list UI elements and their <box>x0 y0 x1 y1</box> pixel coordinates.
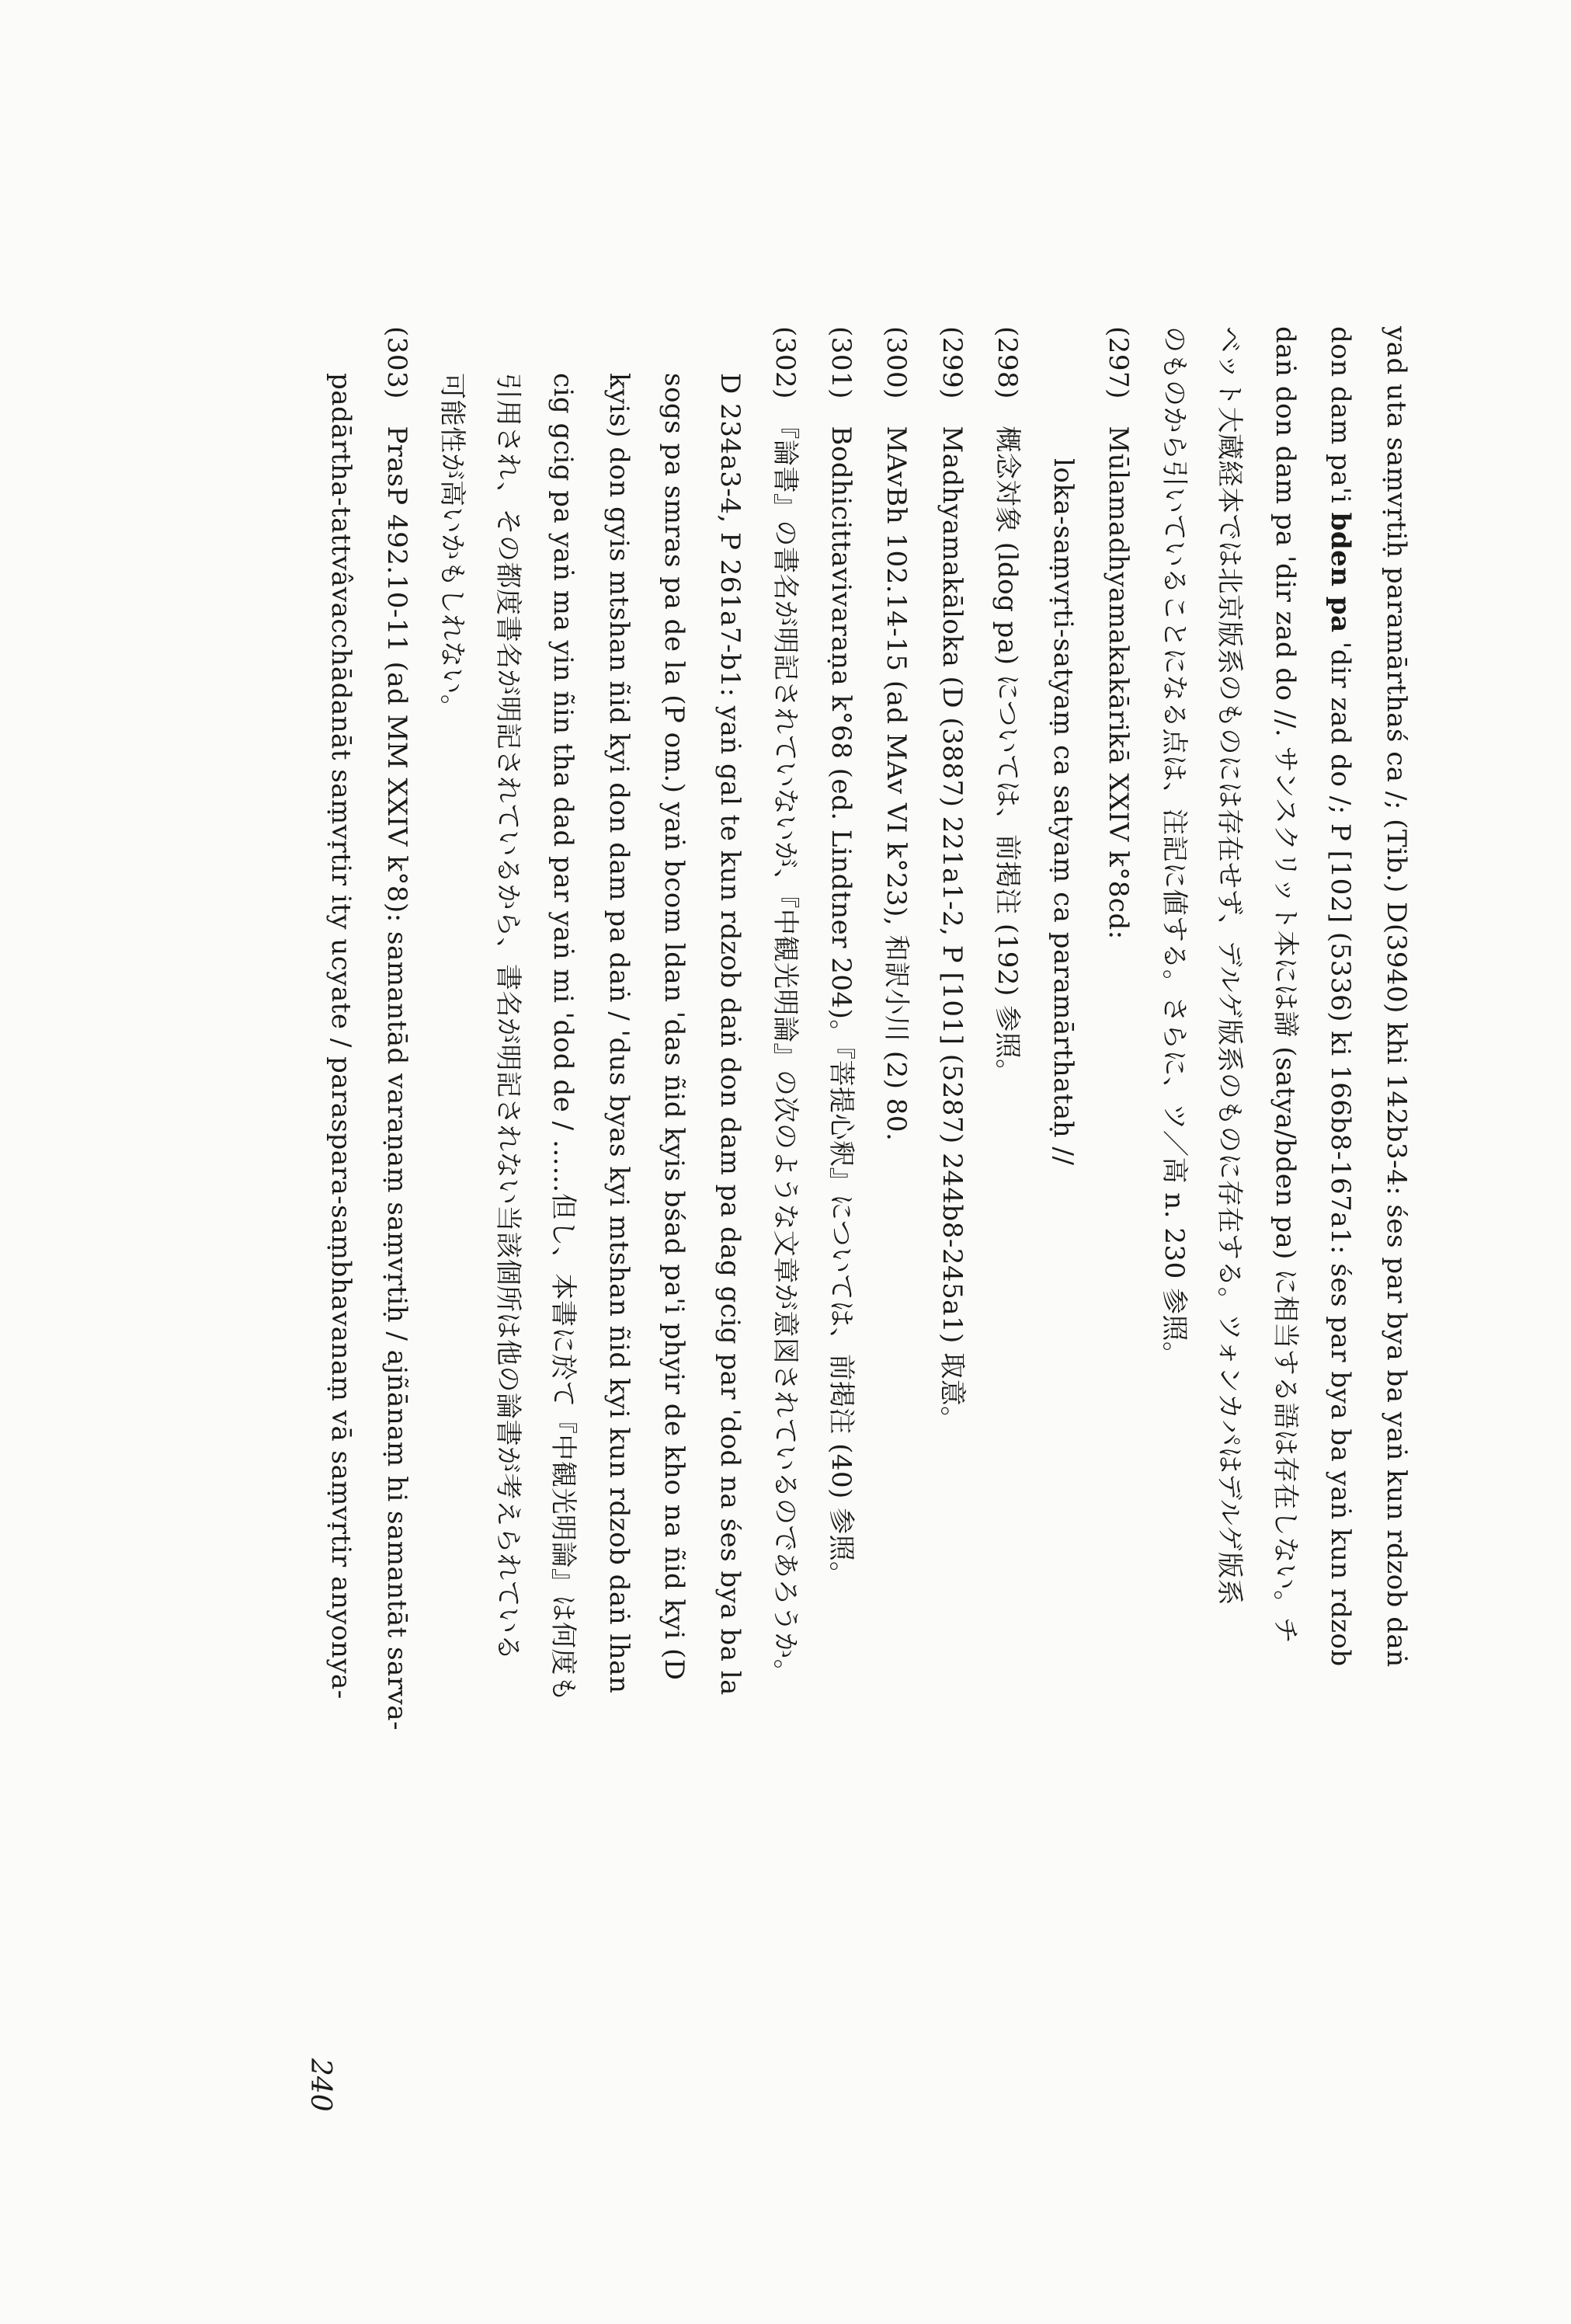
note-302: (302) 『論書』の書名が明記されていないが、『中観光明論』の次のような文章が意図されているのであろうか。 <box>770 326 801 1686</box>
note-300: (300) MAvBh 102.14-15 (ad MAv VI k°23), 和訳小川 (2) 80. <box>881 326 912 1142</box>
note-301: (301) Bodhicittavivaraṇa k°68 (ed. Lindtner 204)。『菩提心釈』については、前掲注 (40) 参照。 <box>825 326 857 1588</box>
text-line: D 234a3-4, P 261a7-b1: yaṅ gal te kun rdzob daṅ don dam pa dag gcig par 'dod na śes bya ba la <box>714 373 746 1696</box>
text-line: kyis) don gyis mtshan ñid kyi don dam pa daṅ / 'dus byas kyi mtshan ñid kyi kun rdzob daṅ lhan <box>603 373 634 1694</box>
text-line: 引用され、その都度書名が明記されているから、書名が明記されない当該個所は他の論書が考えられている <box>492 373 523 1661</box>
text-line: cig gcig pa yaṅ ma yin ñin tha dad par yaṅ mi 'dod de / ……但し、本書に於て『中観光明論』は何度も <box>547 373 579 1703</box>
note-303: (303) PrasP 492.10-11 (ad MM XXIV k°8): samantād varaṇaṃ saṃvṛtiḥ / ajñānaṃ hi samantāt sarva- <box>381 326 412 1731</box>
text-line: 可能性が高いかもしれない。 <box>436 373 468 722</box>
text-line: sogs pa smras pa de la (P om.) yaṅ bcom ldan 'das ñid kyis bśad pa'i phyir de kho na ñid kyi (D <box>659 373 690 1681</box>
text-line: don dam pa'i bden pa 'dir zad do /; P [102] (5336) ki 166b8-167a1: śes par bya ba yaṅ kun rdzob <box>1325 326 1357 1667</box>
bold-term: bden pa <box>1325 512 1357 633</box>
text-line: のものから引いていることになる点は、注記に値する。さらに、ツ／高 n. 230 参照。 <box>1159 326 1190 1369</box>
page-number: 240 <box>304 2058 336 2112</box>
note-299: (299) Madhyamakāloka (D (3887) 221a1-2, P [101] (5287) 244b8-245a1) 取意。 <box>937 326 968 1433</box>
notes-body <box>313 326 1423 2035</box>
note-298: (298) 概念対象 (ldog pa) については、前掲注 (192) 参照。 <box>992 326 1024 1086</box>
text-line: ベット大蔵経本では北京版系のものには存在せず、デルゲ版系のものに存在する。ツォンカパはデルゲ版系 <box>1214 326 1246 1606</box>
verse-line: loka-saṃvṛti-satyaṃ ca satyaṃ ca paramārthataḥ // <box>1048 458 1079 1166</box>
text-line: daṅ don dam pa 'dir zad do //. サンスクリット本には諦 (satya/bden pa) に相当する語は存在しない。チ <box>1270 326 1301 1644</box>
text-line: yad uta saṃvṛtiḥ paramārthaś ca /; (Tib.) D(3940) khi 142b3-4: śes par bya ba yaṅ kun rdzob daṅ <box>1381 326 1412 1668</box>
text-line: padārtha-tattvâvacchādanāt saṃvṛtir ity ucyate / paraspara-saṃbhavanaṃ vā saṃvṛtir anyonya- <box>325 373 357 1700</box>
note-297: (297) Mūlamadhyamakakārikā XXIV k°8cd: <box>1103 326 1135 940</box>
